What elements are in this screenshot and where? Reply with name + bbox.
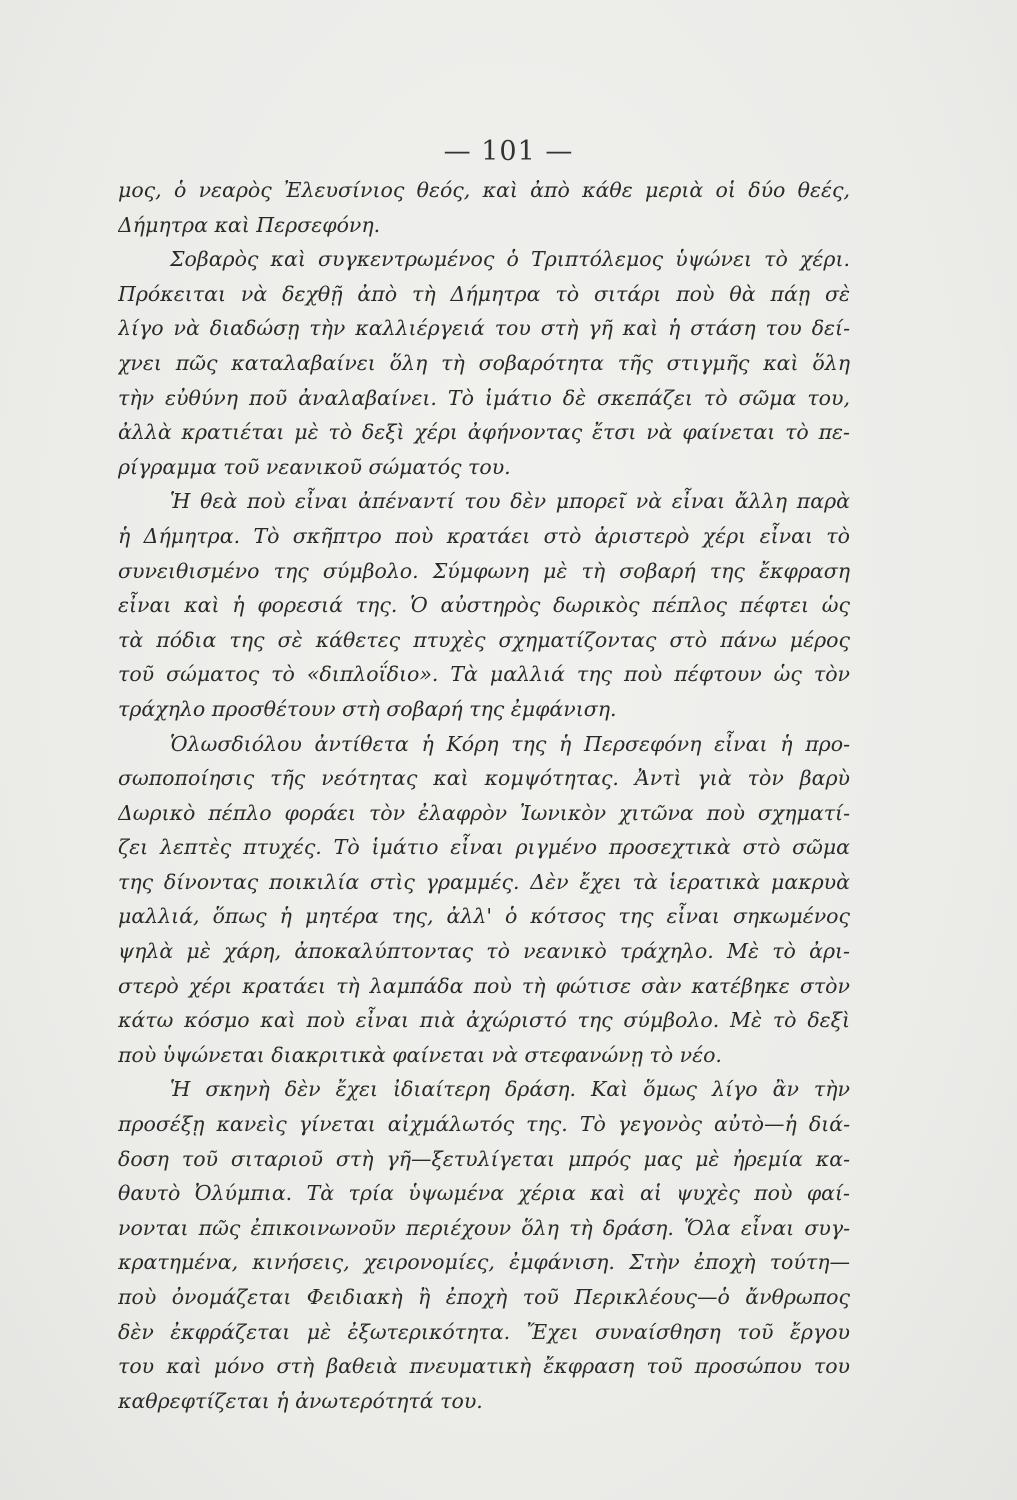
body-text: [118, 173, 850, 1418]
text-line: της δίνοντας ποικιλία στὶς γραμμές. Δὲν ἔχει τὰ ἱερατικὰ μακρυὰ: [118, 869, 850, 894]
text-line: ποὺ ὀνομάζεται Φειδιακὴ ἢ ἐποχὴ τοῦ Περικλέους—ὁ ἄνθρωπος: [118, 1285, 850, 1309]
text-line: Ἡ σκηνὴ δὲν ἔχει ἰδιαίτερη δράση. Καὶ ὅμως λίγο ἂν τὴν: [170, 1077, 850, 1102]
text-line: τράχηλο προσθέτουν στὴ σοβαρή της ἐμφάνιση.: [118, 696, 617, 721]
text-line: καθρεφτίζεται ἡ ἀνωτερότητά του.: [118, 1388, 483, 1413]
text-line: Δωρικὸ πέπλο φοράει τὸν ἐλαφρὸν Ἰωνικὸν χιτῶνα ποὺ σχηματί-: [118, 800, 850, 825]
text-line: χνει πῶς καταλαβαίνει ὅλη τὴ σοβαρότητα τῆς στιγμῆς καὶ ὅλη: [118, 350, 850, 375]
text-line: νονται πῶς ἐπικοινωνοῦν περιέχουν ὅλη τὴ δράση. Ὅλα εἶναι συγ-: [118, 1215, 850, 1240]
text-line: τὰ πόδια της σὲ κάθετες πτυχὲς σχηματίζοντας στὸ πάνω μέρος: [118, 627, 850, 652]
text-line: κρατημένα, κινήσεις, χειρονομίες, ἐμφάνιση. Στὴν ἐποχὴ τούτη—: [118, 1250, 850, 1275]
text-line: τοῦ σώματος τὸ «διπλοΐδιο». Τὰ μαλλιά της ποὺ πέφτουν ὡς τὸν: [118, 662, 850, 687]
text-line: Σοβαρὸς καὶ συγκεντρωμένος ὁ Τριπτόλεμος ὑψώνει τὸ χέρι.: [170, 247, 850, 272]
text-line: Ἡ θεὰ ποὺ εἶναι ἀπέναντί του δὲν μπορεῖ νὰ εἶναι ἄλλη παρὰ: [170, 489, 850, 514]
text-line: μαλλιά, ὅπως ἡ μητέρα της, ἀλλ' ὁ κότσος της εἶναι σηκωμένος: [118, 904, 850, 929]
text-line: σωποποίησις τῆς νεότητας καὶ κομψότητας. Ἀντὶ γιὰ τὸν βαρὺ: [118, 766, 850, 791]
text-line: τὴν εὐθύνη ποῦ ἀναλαβαίνει. Τὸ ἱμάτιο δὲ σκεπάζει τὸ σῶμα του,: [118, 385, 850, 410]
text-line: ρίγραμμα τοῦ νεανικοῦ σώματός του.: [118, 454, 511, 479]
text-line: ζει λεπτὲς πτυχές. Τὸ ἱμάτιο εἶναι ριγμένο προσεχτικὰ στὸ σῶμα: [118, 835, 850, 860]
text-line: Δήμητρα καὶ Περσεφόνη.: [118, 212, 381, 237]
text-line: προσέξῃ κανεὶς γίνεται αἰχμάλωτός της. Τὸ γεγονὸς αὐτὸ—ἡ διά-: [118, 1112, 850, 1137]
text-line: Πρόκειται νὰ δεχθῇ ἀπὸ τὴ Δήμητρα τὸ σιτάρι ποὺ θὰ πάῃ σὲ: [118, 281, 850, 306]
paragraph: [118, 242, 850, 484]
text-line: ἀλλὰ κρατιέται μὲ τὸ δεξὶ χέρι ἀφήνοντας ἔτσι νὰ φαίνεται τὸ πε-: [118, 420, 850, 445]
text-line: κάτω κόσμο καὶ ποὺ εἶναι πιὰ ἀχώριστό της σύμβολο. Μὲ τὸ δεξὶ: [118, 1008, 850, 1033]
text-line: μος, ὁ νεαρὸς Ἐλευσίνιος θεός, καὶ ἀπὸ κάθε μεριὰ οἱ δύο θεές,: [118, 178, 850, 202]
text-line: θαυτὸ Ὀλύμπια. Τὰ τρία ὑψωμένα χέρια καὶ αἱ ψυχὲς ποὺ φαί-: [118, 1181, 850, 1206]
text-line: ἡ Δήμητρα. Τὸ σκῆπτρο ποὺ κρατάει στὸ ἀριστερὸ χέρι εἶναι τὸ: [118, 523, 850, 548]
text-line: εἶναι καὶ ἡ φορεσιά της. Ὁ αὐστηρὸς δωρικὸς πέπλος πέφτει ὡς: [118, 593, 850, 618]
text-line: δοση τοῦ σιταριοῦ στὴ γῆ—ξετυλίγεται μπρός μας μὲ ἠρεμία κα-: [118, 1146, 850, 1171]
text-line: δὲν ἐκφράζεται μὲ ἐξωτερικότητα. Ἔχει συναίσθηση τοῦ ἔργου: [118, 1319, 850, 1344]
paragraph: [118, 1072, 850, 1418]
text-line: Ὁλωσδιόλου ἀντίθετα ἡ Κόρη της ἡ Περσεφόνη εἶναι ἡ προ-: [170, 731, 850, 756]
text-line: του καὶ μόνο στὴ βαθειὰ πνευματικὴ ἔκφραση τοῦ προσώπου του: [118, 1354, 850, 1379]
paragraph: [118, 484, 850, 726]
paragraph: [118, 727, 850, 1073]
text-line: ψηλὰ μὲ χάρη, ἀποκαλύπτοντας τὸ νεανικὸ τράχηλο. Μὲ τὸ ἀρι-: [118, 939, 850, 964]
page-number: — 101 —: [443, 136, 574, 167]
paragraph: [118, 173, 850, 242]
text-line: στερὸ χέρι κρατάει τὴ λαμπάδα ποὺ τὴ φώτισε σὰν κατέβηκε στὸν: [118, 973, 850, 998]
text-line: ποὺ ὑψώνεται διακριτικὰ φαίνεται νὰ στεφανώνῃ τὸ νέο.: [118, 1042, 722, 1067]
text-line: λίγο νὰ διαδώσῃ τὴν καλλιέργειά του στὴ γῆ καὶ ἡ στάση του δεί-: [118, 316, 850, 341]
text-line: συνειθισμένο της σύμβολο. Σύμφωνη μὲ τὴ σοβαρή της ἔκφραση: [118, 558, 850, 583]
